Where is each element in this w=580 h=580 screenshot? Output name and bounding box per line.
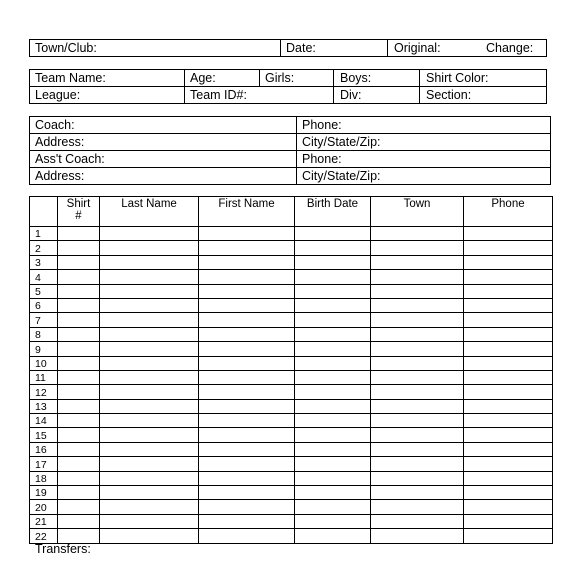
column-header-shirt (58, 197, 100, 227)
table-row (30, 313, 553, 327)
last-name-cell[interactable] (100, 370, 199, 384)
shirt-cell[interactable] (58, 457, 100, 471)
age-label: Age: (190, 71, 216, 85)
table-row (30, 327, 553, 341)
div-label: Div: (340, 88, 362, 102)
birth-date-cell[interactable] (295, 414, 371, 428)
row-number: 13 (30, 399, 58, 413)
row-number: 7 (30, 313, 58, 327)
birth-date-cell[interactable] (295, 399, 371, 413)
birth-date-cell[interactable] (295, 457, 371, 471)
shirt-cell[interactable] (58, 327, 100, 341)
divider (419, 69, 420, 104)
team-name-label: Team Name: (35, 71, 106, 85)
shirt-cell[interactable] (58, 385, 100, 399)
table-row (30, 227, 553, 241)
phone-cell[interactable] (464, 241, 553, 255)
first-name-cell[interactable] (199, 370, 295, 384)
phone-cell[interactable] (464, 255, 553, 269)
phone-cell[interactable] (464, 270, 553, 284)
last-name-cell[interactable] (100, 255, 199, 269)
table-row (30, 529, 553, 543)
shirt-cell[interactable] (58, 342, 100, 356)
town-cell[interactable] (371, 500, 464, 514)
row-number: 3 (30, 255, 58, 269)
first-name-cell[interactable] (199, 342, 295, 356)
town-cell[interactable] (371, 342, 464, 356)
town-cell[interactable] (371, 486, 464, 500)
asst-coach-phone-label: Phone: (302, 152, 342, 166)
table-row (30, 486, 553, 500)
last-name-cell[interactable] (100, 313, 199, 327)
divider (29, 167, 551, 168)
shirt-cell[interactable] (58, 414, 100, 428)
first-name-cell[interactable] (199, 428, 295, 442)
first-name-cell[interactable] (199, 227, 295, 241)
girls-label: Girls: (265, 71, 295, 85)
last-name-cell[interactable] (100, 457, 199, 471)
first-name-cell[interactable] (199, 356, 295, 370)
first-name-cell[interactable] (199, 514, 295, 528)
divider (280, 39, 281, 57)
shirt-cell[interactable] (58, 298, 100, 312)
row-number: 15 (30, 428, 58, 442)
last-name-cell[interactable] (100, 428, 199, 442)
phone-cell[interactable] (464, 471, 553, 485)
phone-cell[interactable] (464, 370, 553, 384)
town-cell[interactable] (371, 457, 464, 471)
last-name-cell[interactable] (100, 327, 199, 341)
row-number: 18 (30, 471, 58, 485)
roster-body (30, 227, 553, 544)
town-cell[interactable] (371, 471, 464, 485)
shirt-cell[interactable] (58, 399, 100, 413)
birth-date-cell[interactable] (295, 385, 371, 399)
town-cell[interactable] (371, 227, 464, 241)
row-number: 9 (30, 342, 58, 356)
row-number: 19 (30, 486, 58, 500)
shirt-cell[interactable] (58, 370, 100, 384)
team-id-label: Team ID#: (190, 88, 247, 102)
row-number: 12 (30, 385, 58, 399)
birth-date-cell[interactable] (295, 370, 371, 384)
shirt-cell[interactable] (58, 356, 100, 370)
first-name-cell[interactable] (199, 414, 295, 428)
last-name-cell[interactable] (100, 442, 199, 456)
roster-header-row (30, 197, 553, 227)
town-cell[interactable] (371, 529, 464, 543)
first-name-cell[interactable] (199, 442, 295, 456)
phone-cell[interactable] (464, 327, 553, 341)
last-name-cell[interactable] (100, 399, 199, 413)
phone-cell[interactable] (464, 342, 553, 356)
phone-cell[interactable] (464, 414, 553, 428)
last-name-cell[interactable] (100, 270, 199, 284)
birth-date-cell[interactable] (295, 471, 371, 485)
coach-label: Coach: (35, 118, 75, 132)
last-name-cell[interactable] (100, 529, 199, 543)
phone-cell[interactable] (464, 486, 553, 500)
league-label: League: (35, 88, 81, 102)
shirt-cell[interactable] (58, 227, 100, 241)
divider (259, 69, 260, 86)
section-label: Section: (426, 88, 472, 102)
divider (29, 133, 551, 134)
shirt-cell[interactable] (58, 500, 100, 514)
first-name-cell[interactable] (199, 241, 295, 255)
first-name-cell[interactable] (199, 486, 295, 500)
first-name-cell[interactable] (199, 399, 295, 413)
birth-date-cell[interactable] (295, 313, 371, 327)
table-row (30, 428, 553, 442)
birth-date-cell[interactable] (295, 442, 371, 456)
table-row (30, 356, 553, 370)
last-name-cell[interactable] (100, 414, 199, 428)
coach-address-label: Address: (35, 135, 85, 149)
phone-cell[interactable] (464, 399, 553, 413)
row-number: 4 (30, 270, 58, 284)
shirt-cell[interactable] (58, 529, 100, 543)
asst-coach-address-label: Address: (35, 169, 85, 183)
phone-cell[interactable] (464, 457, 553, 471)
first-name-cell[interactable] (199, 529, 295, 543)
town-cell[interactable] (371, 298, 464, 312)
change-label: Change: (486, 41, 534, 55)
shirt-cell[interactable] (58, 471, 100, 485)
column-header-number (30, 197, 58, 227)
table-row (30, 471, 553, 485)
phone-cell[interactable] (464, 313, 553, 327)
row-number: 11 (30, 370, 58, 384)
transfers-label: Transfers: (35, 542, 91, 556)
column-header-town: Town (371, 197, 464, 227)
first-name-cell[interactable] (199, 284, 295, 298)
first-name-cell[interactable] (199, 327, 295, 341)
town-cell[interactable] (371, 270, 464, 284)
row-number: 8 (30, 327, 58, 341)
divider (387, 39, 388, 57)
last-name-cell[interactable] (100, 471, 199, 485)
row-number: 22 (30, 529, 58, 543)
row-number: 14 (30, 414, 58, 428)
town-cell[interactable] (371, 428, 464, 442)
boys-label: Boys: (340, 71, 372, 85)
table-row (30, 241, 553, 255)
date-label: Date: (286, 41, 316, 55)
birth-date-cell[interactable] (295, 270, 371, 284)
row-number: 6 (30, 298, 58, 312)
row-number: 16 (30, 442, 58, 456)
original-label: Original: (394, 41, 441, 55)
column-header-phone: Phone (464, 197, 553, 227)
table-row (30, 342, 553, 356)
town-club-label: Town/Club: (35, 41, 97, 55)
town-cell[interactable] (371, 385, 464, 399)
asst-coach-city-label: City/State/Zip: (302, 169, 381, 183)
shirt-cell[interactable] (58, 255, 100, 269)
first-name-cell[interactable] (199, 298, 295, 312)
coach-city-label: City/State/Zip: (302, 135, 381, 149)
town-cell[interactable] (371, 356, 464, 370)
birth-date-cell[interactable] (295, 356, 371, 370)
first-name-cell[interactable] (199, 270, 295, 284)
birth-date-cell[interactable] (295, 514, 371, 528)
asst-coach-label: Ass't Coach: (35, 152, 105, 166)
row-number: 10 (30, 356, 58, 370)
table-row (30, 514, 553, 528)
phone-cell[interactable] (464, 514, 553, 528)
table-row (30, 399, 553, 413)
phone-cell[interactable] (464, 385, 553, 399)
shirt-cell[interactable] (58, 270, 100, 284)
row-number: 21 (30, 514, 58, 528)
column-header-last-name: Last Name (100, 197, 199, 227)
first-name-cell[interactable] (199, 385, 295, 399)
birth-date-cell[interactable] (295, 428, 371, 442)
first-name-cell[interactable] (199, 313, 295, 327)
town-cell[interactable] (371, 414, 464, 428)
town-cell[interactable] (371, 241, 464, 255)
table-row (30, 255, 553, 269)
table-row (30, 284, 553, 298)
shirt-cell[interactable] (58, 313, 100, 327)
first-name-cell[interactable] (199, 457, 295, 471)
birth-date-cell[interactable] (295, 342, 371, 356)
shirt-cell[interactable] (58, 284, 100, 298)
row-number: 1 (30, 227, 58, 241)
last-name-cell[interactable] (100, 486, 199, 500)
phone-cell[interactable] (464, 500, 553, 514)
birth-date-cell[interactable] (295, 241, 371, 255)
town-cell[interactable] (371, 313, 464, 327)
table-row (30, 385, 553, 399)
shirt-cell[interactable] (58, 486, 100, 500)
last-name-cell[interactable] (100, 284, 199, 298)
shirt-cell[interactable] (58, 428, 100, 442)
column-header-birth-date: Birth Date (295, 197, 371, 227)
shirt-cell[interactable] (58, 241, 100, 255)
shirt-color-label: Shirt Color: (426, 71, 489, 85)
birth-date-cell[interactable] (295, 486, 371, 500)
last-name-cell[interactable] (100, 298, 199, 312)
birth-date-cell[interactable] (295, 529, 371, 543)
shirt-cell[interactable] (58, 442, 100, 456)
row-number: 5 (30, 284, 58, 298)
phone-cell[interactable] (464, 284, 553, 298)
last-name-cell[interactable] (100, 356, 199, 370)
last-name-cell[interactable] (100, 500, 199, 514)
birth-date-cell[interactable] (295, 500, 371, 514)
birth-date-cell[interactable] (295, 255, 371, 269)
phone-cell[interactable] (464, 356, 553, 370)
birth-date-cell[interactable] (295, 284, 371, 298)
last-name-cell[interactable] (100, 514, 199, 528)
last-name-cell[interactable] (100, 342, 199, 356)
town-cell[interactable] (371, 327, 464, 341)
last-name-cell[interactable] (100, 227, 199, 241)
first-name-cell[interactable] (199, 255, 295, 269)
column-header-first-name: First Name (199, 197, 295, 227)
town-cell[interactable] (371, 370, 464, 384)
first-name-cell[interactable] (199, 471, 295, 485)
birth-date-cell[interactable] (295, 327, 371, 341)
phone-cell[interactable] (464, 428, 553, 442)
coach-phone-label: Phone: (302, 118, 342, 132)
shirt-cell[interactable] (58, 514, 100, 528)
town-cell[interactable] (371, 399, 464, 413)
divider (296, 116, 297, 185)
table-row (30, 270, 553, 284)
last-name-cell[interactable] (100, 241, 199, 255)
table-row (30, 457, 553, 471)
town-cell[interactable] (371, 514, 464, 528)
town-cell[interactable] (371, 284, 464, 298)
divider (184, 69, 185, 104)
table-row (30, 298, 553, 312)
birth-date-cell[interactable] (295, 227, 371, 241)
phone-cell[interactable] (464, 442, 553, 456)
row-number: 17 (30, 457, 58, 471)
town-cell[interactable] (371, 442, 464, 456)
row-number: 20 (30, 500, 58, 514)
shirt-header-text: Shirt # (66, 198, 91, 222)
divider (29, 150, 551, 151)
last-name-cell[interactable] (100, 385, 199, 399)
phone-cell[interactable] (464, 298, 553, 312)
table-row (30, 500, 553, 514)
town-cell[interactable] (371, 255, 464, 269)
table-row (30, 370, 553, 384)
roster-table (29, 196, 553, 544)
row-number: 2 (30, 241, 58, 255)
table-row (30, 414, 553, 428)
first-name-cell[interactable] (199, 500, 295, 514)
divider (333, 69, 334, 104)
phone-cell[interactable] (464, 529, 553, 543)
table-row (30, 442, 553, 456)
birth-date-cell[interactable] (295, 298, 371, 312)
phone-cell[interactable] (464, 227, 553, 241)
